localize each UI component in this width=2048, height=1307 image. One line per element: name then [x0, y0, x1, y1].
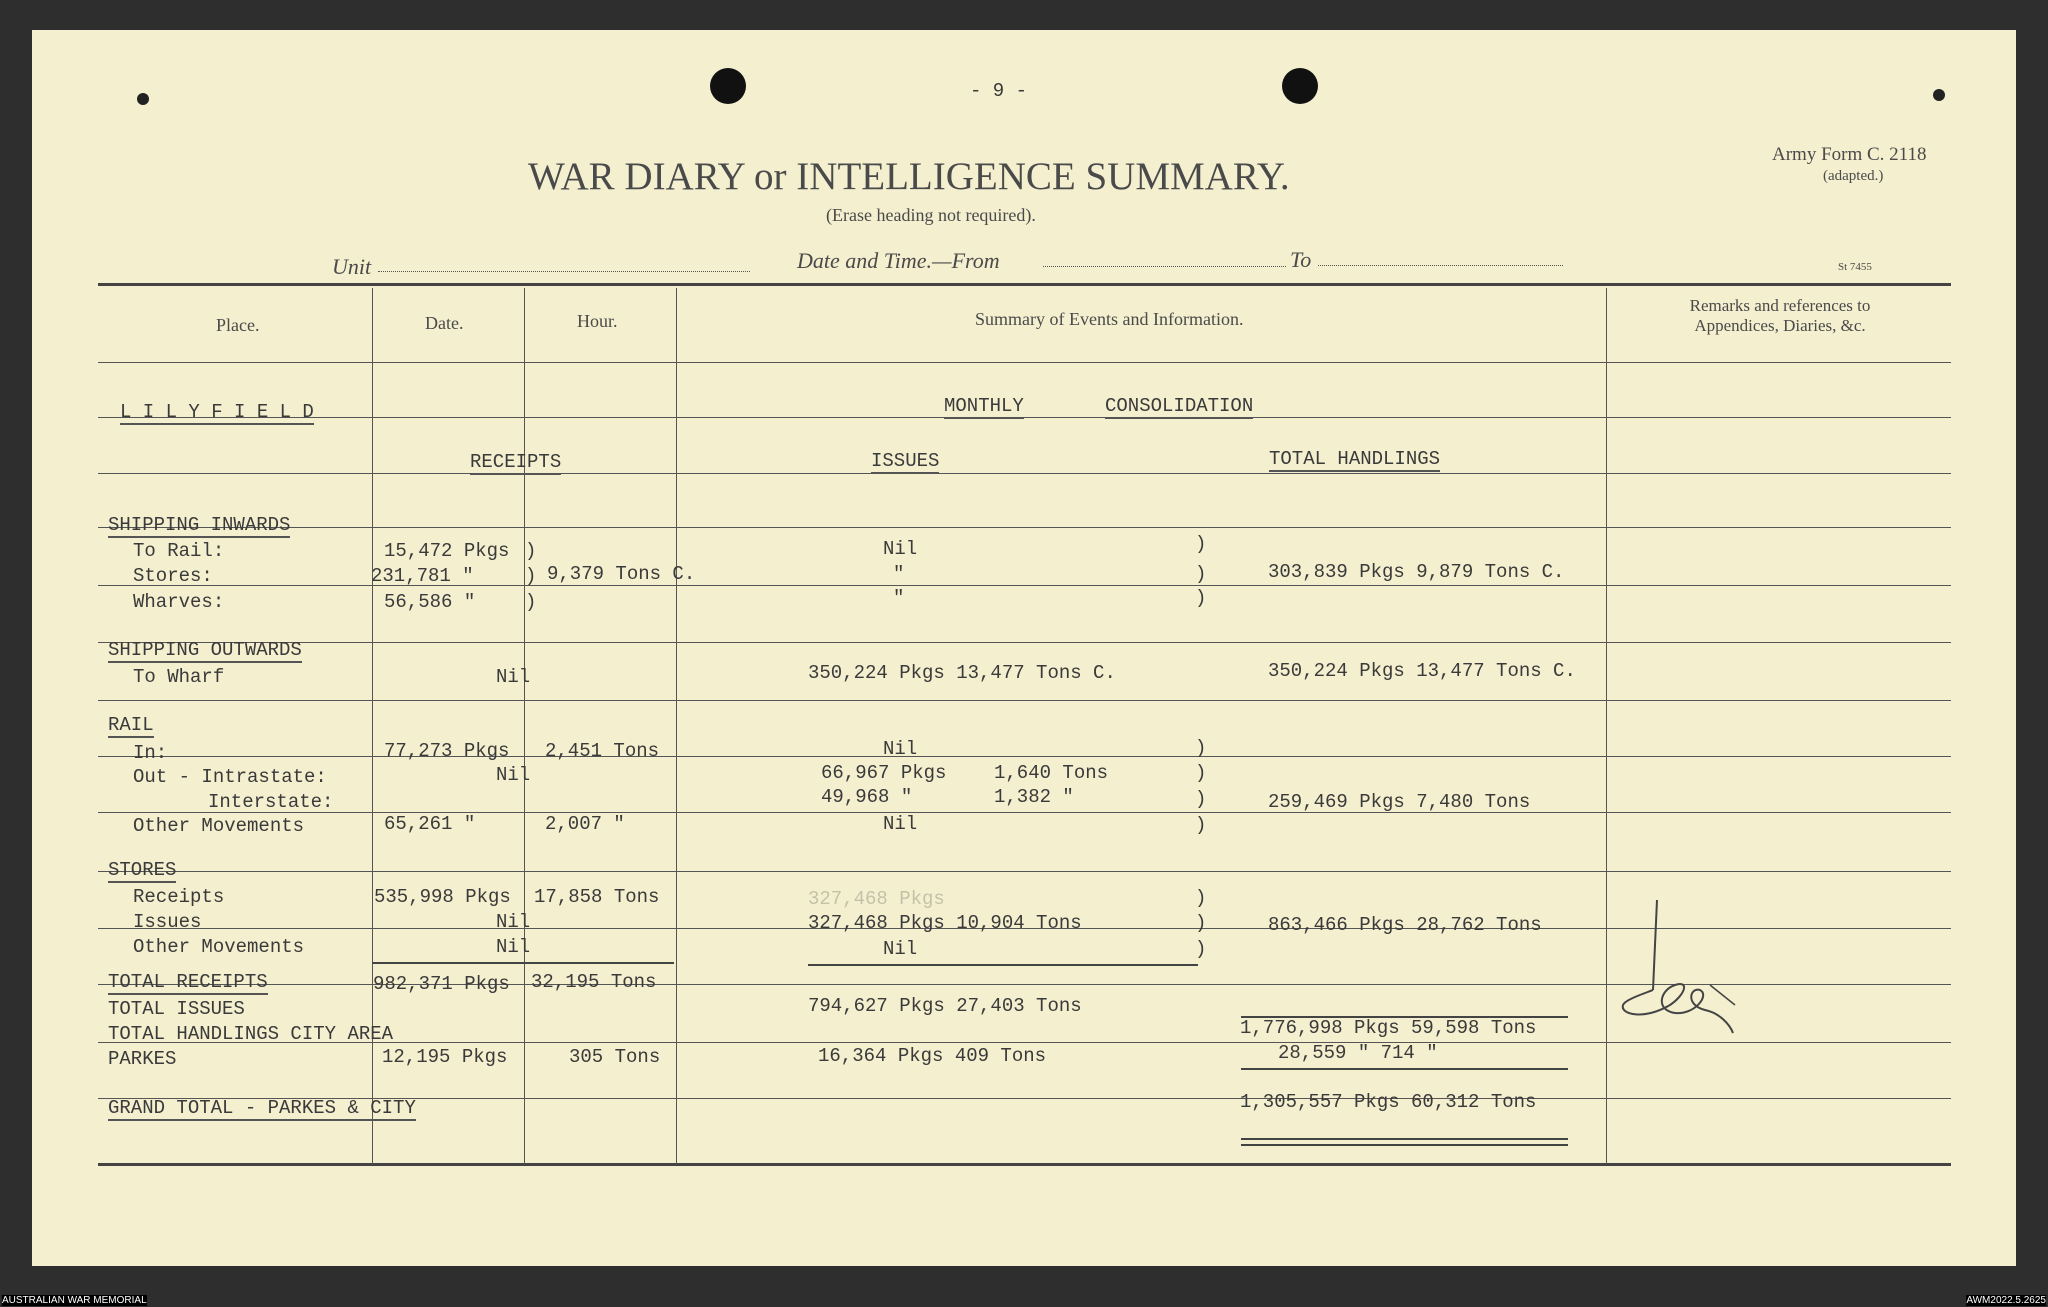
- bracket: ): [1195, 887, 1207, 909]
- rail-other-pkgs: 65,261 ": [384, 813, 476, 835]
- issues-heading: ISSUES: [871, 450, 940, 472]
- rail-in-issues: Nil: [883, 738, 918, 760]
- date-from-field: [1043, 266, 1286, 267]
- receipts-heading: RECEIPTS: [470, 451, 562, 473]
- total-receipts-label: TOTAL RECEIPTS: [108, 971, 268, 993]
- rail-other-movements-label: Other Movements: [133, 815, 305, 837]
- stores-issues-receipts-nil: Nil: [496, 911, 531, 933]
- stores-heading: STORES: [108, 859, 177, 881]
- total-receipts-tons: 32,195 Tons: [531, 971, 657, 993]
- shipping-in-issues-nil: Nil: [883, 538, 918, 560]
- punch-hole-right: [1282, 68, 1318, 104]
- column-header-place: Place.: [216, 315, 260, 335]
- consolidation-title: CONSOLIDATION: [1105, 395, 1254, 417]
- bracket: ): [1195, 533, 1207, 555]
- to-wharf-receipts-nil: Nil: [496, 666, 531, 688]
- bracket: ): [1195, 587, 1207, 609]
- parkes-tons: 305 Tons: [569, 1046, 661, 1068]
- rail-other-tons: 2,007 ": [545, 813, 625, 835]
- bracket: ): [525, 565, 537, 587]
- stores-other-issues-nil: Nil: [883, 938, 918, 960]
- form-subtitle: (Erase heading not required).: [826, 205, 1036, 225]
- bracket: ): [1195, 912, 1207, 934]
- punch-hole-left: [710, 68, 746, 104]
- unit-label: Unit: [332, 254, 372, 279]
- rail-other-issues: Nil: [883, 813, 918, 835]
- rail-in-label: In:: [133, 742, 168, 764]
- stores-label: Stores:: [133, 565, 213, 587]
- rail-total: 259,469 Pkgs 7,480 Tons: [1268, 791, 1531, 813]
- rail-intrastate-tons: 1,640 Tons: [994, 762, 1109, 784]
- bracket: ): [525, 591, 537, 613]
- shipping-out-total: 350,224 Pkgs 13,477 Tons C.: [1268, 660, 1576, 682]
- city-area-total: 1,776,998 Pkgs 59,598 Tons: [1240, 1017, 1537, 1039]
- ink-spot-left: [137, 93, 149, 105]
- date-from-label: Date and Time.—From: [797, 248, 1000, 273]
- shipping-in-tons: 9,379 Tons C.: [547, 563, 696, 585]
- to-label: To: [1290, 247, 1312, 272]
- rail-intrastate-pkgs: 66,967 Pkgs: [821, 762, 947, 784]
- column-header-remarks: Remarks and references to Appendices, Diaries, &c.: [1689, 296, 1871, 335]
- stores-issues-label: Issues: [133, 911, 202, 933]
- wharves-pkgs: 56,586 ": [384, 591, 476, 613]
- monthly-title: MONTHLY: [944, 395, 1024, 417]
- form-adapted: (adapted.): [1823, 168, 1884, 184]
- column-header-summary: Summary of Events and Information.: [975, 309, 1244, 329]
- total-issues-label: TOTAL ISSUES: [108, 998, 245, 1020]
- footer-credit: AUSTRALIAN WAR MEMORIAL: [2, 1295, 147, 1306]
- unit-field: [378, 271, 750, 272]
- total-receipts-pkgs: 982,371 Pkgs: [373, 973, 510, 995]
- handwritten-initials: [1615, 895, 1745, 1040]
- grand-total-value: 1,305,557 Pkgs 60,312 Tons: [1240, 1091, 1537, 1113]
- page-number: - 9 -: [970, 80, 1028, 102]
- rail-out-intrastate-label: Out - Intrastate:: [133, 766, 327, 788]
- to-wharf-issues: 350,224 Pkgs 13,477 Tons C.: [808, 662, 1116, 684]
- ditto-mark: ": [893, 563, 905, 585]
- wharves-label: Wharves:: [133, 591, 225, 613]
- bracket: ): [1195, 737, 1207, 759]
- stores-other-movements-label: Other Movements: [133, 936, 305, 958]
- to-rail-label: To Rail:: [133, 540, 225, 562]
- parkes-label: PARKES: [108, 1048, 177, 1070]
- form-title: WAR DIARY or INTELLIGENCE SUMMARY.: [528, 155, 1290, 198]
- stock-number: St 7455: [1838, 261, 1872, 273]
- army-form-number: Army Form C. 2118: [1772, 144, 1927, 165]
- to-wharf-label: To Wharf: [133, 666, 225, 688]
- shipping-inwards-heading: SHIPPING INWARDS: [108, 514, 291, 536]
- stores-receipts-pkgs: 535,998 Pkgs: [374, 886, 511, 908]
- parkes-issues: 16,364 Pkgs 409 Tons: [818, 1045, 1047, 1067]
- rail-out-receipts-nil: Nil: [496, 764, 531, 786]
- stores-pkgs: 231,781 ": [371, 565, 474, 587]
- place-name: L I L Y F I E L D: [120, 401, 314, 423]
- grand-total-label: GRAND TOTAL - PARKES & CITY: [108, 1097, 416, 1119]
- total-rule: [1241, 1068, 1568, 1070]
- shipping-in-total: 303,839 Pkgs 9,879 Tons C.: [1268, 561, 1565, 583]
- column-header-date: Date.: [425, 313, 464, 333]
- stores-total: 863,466 Pkgs 28,762 Tons: [1268, 914, 1542, 936]
- parkes-total: 28,559 " 714 ": [1278, 1042, 1438, 1064]
- ditto-mark: ": [893, 587, 905, 609]
- rail-interstate-pkgs: 49,968 ": [821, 786, 913, 808]
- rail-in-tons: 2,451 Tons: [545, 740, 660, 762]
- rail-heading: RAIL: [108, 714, 154, 736]
- total-handlings-city-label: TOTAL HANDLINGS CITY AREA: [108, 1023, 394, 1045]
- bracket: ): [1195, 814, 1207, 836]
- column-header-hour: Hour.: [577, 311, 618, 331]
- rail-in-pkgs: 77,273 Pkgs: [384, 740, 510, 762]
- grand-total-double-rule: [1241, 1138, 1568, 1146]
- footer-reference: AWM2022.5.2625: [1966, 1295, 2046, 1306]
- stores-other-receipts-nil: Nil: [496, 936, 531, 958]
- bracket: ): [525, 540, 537, 562]
- stores-receipts-tons: 17,858 Tons: [534, 886, 660, 908]
- stores-receipts-label: Receipts: [133, 886, 225, 908]
- to-rail-pkgs: 15,472 Pkgs: [384, 540, 510, 562]
- total-handlings-heading: TOTAL HANDLINGS: [1269, 448, 1441, 470]
- total-issues-value: 794,627 Pkgs 27,403 Tons: [808, 995, 1082, 1017]
- bracket: ): [1195, 788, 1207, 810]
- subtotal-rule: [372, 962, 674, 964]
- stores-issues-value: 327,468 Pkgs 10,904 Tons: [808, 912, 1082, 934]
- rail-interstate-label: Interstate:: [208, 791, 334, 813]
- total-rule: [1241, 1016, 1568, 1018]
- bracket: ): [1195, 563, 1207, 585]
- parkes-pkgs: 12,195 Pkgs: [382, 1046, 508, 1068]
- bracket: ): [1195, 762, 1207, 784]
- ink-spot-right: [1933, 89, 1945, 101]
- shipping-outwards-heading: SHIPPING OUTWARDS: [108, 639, 302, 661]
- to-field: [1318, 265, 1563, 266]
- subtotal-rule: [808, 964, 1198, 966]
- rail-interstate-tons: 1,382 ": [994, 786, 1074, 808]
- struck-entry: 327,468 Pkgs: [808, 888, 945, 910]
- bracket: ): [1195, 938, 1207, 960]
